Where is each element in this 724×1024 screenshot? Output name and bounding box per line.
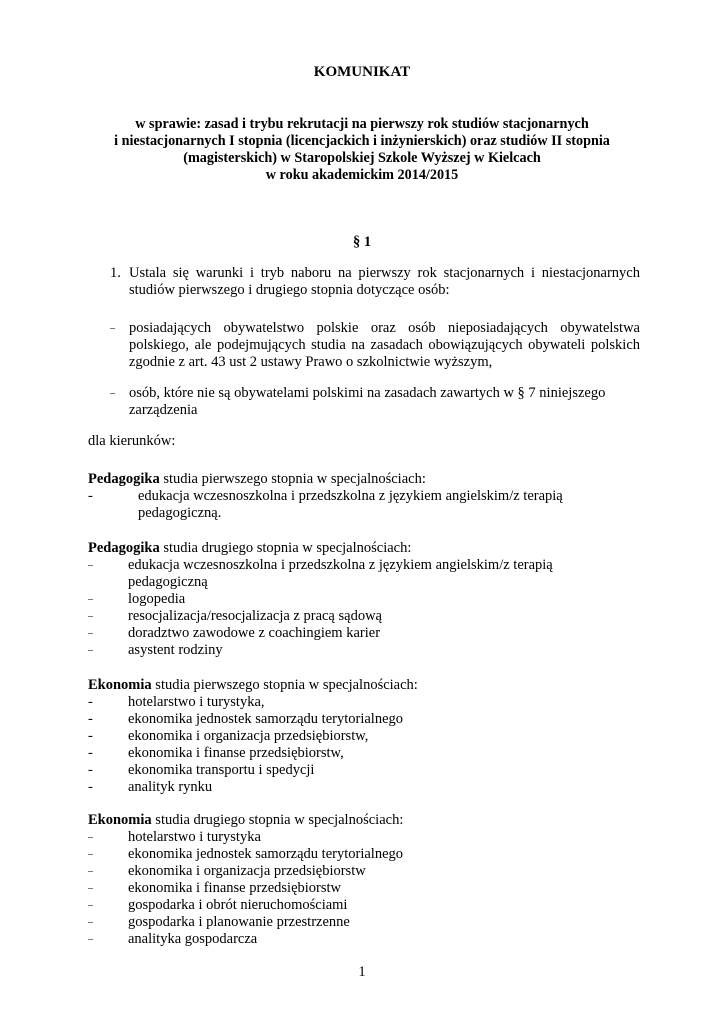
dash-marker: –	[110, 388, 115, 399]
field-name: Ekonomia	[88, 677, 152, 693]
list-item-text: ekonomika i organizacja przedsiębiorstw	[128, 863, 366, 879]
section-heading	[88, 812, 403, 829]
list-item-text: gospodarka i planowanie przestrzenne	[128, 914, 350, 930]
list-item-text: doradztwo zawodowe z coachingiem karier	[128, 625, 381, 641]
list-item-text: pedagogiczną	[128, 574, 208, 590]
bullet-text-line: zarządzenia	[129, 402, 198, 418]
bullet-item	[110, 385, 640, 419]
field-name: Pedagogika	[88, 540, 160, 556]
hyphen-marker: -	[88, 762, 93, 778]
hyphen-marker: -	[88, 745, 93, 761]
dash-marker: –	[88, 849, 93, 860]
list-item-text: edukacja wczesnoszkolna i przedszkolna z językiem angielskim/z terapią	[138, 488, 563, 504]
dash-marker: –	[88, 832, 93, 843]
bullet-text	[129, 385, 640, 419]
list-item-text: hotelarstwo i turystyka,	[128, 694, 265, 710]
subtitle-line: w sprawie: zasad i trybu rekrutacji na pierwszy rok studiów stacjonarnych	[135, 116, 589, 132]
subtitle-line: i niestacjonarnych I stopnia (licencjackich i inżynierskich) oraz studiów II stopnia	[114, 133, 610, 149]
list-item-text: resocjalizacja/resocjalizacja z pracą sądową	[128, 608, 382, 624]
hyphen-marker: -	[88, 694, 93, 710]
dash-marker: –	[88, 866, 93, 877]
document-subtitle	[90, 116, 634, 184]
document-title: KOMUNIKAT	[313, 64, 411, 80]
hyphen-marker: -	[88, 488, 93, 504]
list-item-text: analityk rynku	[128, 779, 213, 795]
field-desc: studia drugiego stopnia w specjalnościach:	[151, 812, 404, 828]
list-item-text: analityka gospodarcza	[128, 931, 258, 947]
dash-marker: –	[110, 323, 115, 334]
dash-marker: –	[88, 883, 93, 894]
dash-marker: –	[88, 628, 93, 639]
hyphen-marker: -	[88, 711, 93, 727]
section-heading	[88, 677, 418, 694]
list-item-text: ekonomika jednostek samorządu terytorialnego	[128, 846, 404, 862]
field-desc: studia pierwszego stopnia w specjalnościach:	[159, 471, 426, 487]
item-text: Ustala się warunki i tryb naboru na pierwszy rok stacjonarnych i niestacjonarnych studiów pierwszego i drugiego stopnia dotyczące osób:	[129, 265, 640, 298]
page-number: 1	[358, 964, 366, 980]
list-item-text: asystent rodziny	[128, 642, 223, 658]
hyphen-marker: -	[88, 728, 93, 744]
field-name: Ekonomia	[88, 812, 152, 828]
dash-marker: –	[88, 594, 93, 605]
dash-marker: –	[88, 934, 93, 945]
list-item-text: ekonomika i organizacja przedsiębiorstw,	[128, 728, 369, 744]
list-item-text: pedagogiczną.	[138, 505, 222, 521]
field-name: Pedagogika	[88, 471, 160, 487]
section-heading	[88, 540, 411, 557]
dash-marker: –	[88, 900, 93, 911]
list-item-text: ekonomika transportu i spedycji	[128, 762, 315, 778]
item-number: 1.	[110, 265, 121, 281]
list-item-text: hotelarstwo i turystyka	[128, 829, 261, 845]
subtitle-line: (magisterskich) w Staropolskiej Szkole Wyższej w Kielcach	[183, 150, 541, 166]
dash-marker: –	[88, 560, 93, 571]
bullet-text-line: osób, które nie są obywatelami polskimi na zasadach zawartych w § 7 niniejszego	[129, 385, 606, 401]
section-heading	[88, 471, 426, 488]
subtitle-line: w roku akademickim 2014/2015	[265, 167, 459, 183]
dash-marker: –	[88, 917, 93, 928]
list-item-text: edukacja wczesnoszkolna i przedszkolna z językiem angielskim/z terapią	[128, 557, 553, 573]
hyphen-marker: -	[88, 779, 93, 795]
bullet-text: posiadających obywatelstwo polskie oraz osób nieposiadających obywatelstwa polskiego, ale podejmujących studia na zasadach obowiązujących obywateli polskich zgodnie z art. 43 ust 2 ustawy Prawo o szkolnictwie wyższym,	[129, 320, 640, 370]
bullet-item	[110, 320, 640, 371]
field-desc: studia drugiego stopnia w specjalnościach:	[159, 540, 412, 556]
list-item-text: ekonomika i finanse przedsiębiorstw,	[128, 745, 344, 761]
dash-marker: –	[88, 611, 93, 622]
numbered-item	[110, 265, 640, 299]
field-desc: studia pierwszego stopnia w specjalnościach:	[151, 677, 418, 693]
list-item-text: gospodarka i obrót nieruchomościami	[128, 897, 348, 913]
list-item-text: ekonomika i finanse przedsiębiorstw	[128, 880, 342, 896]
dash-marker: –	[88, 645, 93, 656]
paragraph-heading: § 1	[352, 234, 372, 250]
list-item-text: logopedia	[128, 591, 186, 607]
list-item-text: ekonomika jednostek samorządu terytorialnego	[128, 711, 404, 727]
fields-intro: dla kierunków:	[88, 433, 176, 449]
